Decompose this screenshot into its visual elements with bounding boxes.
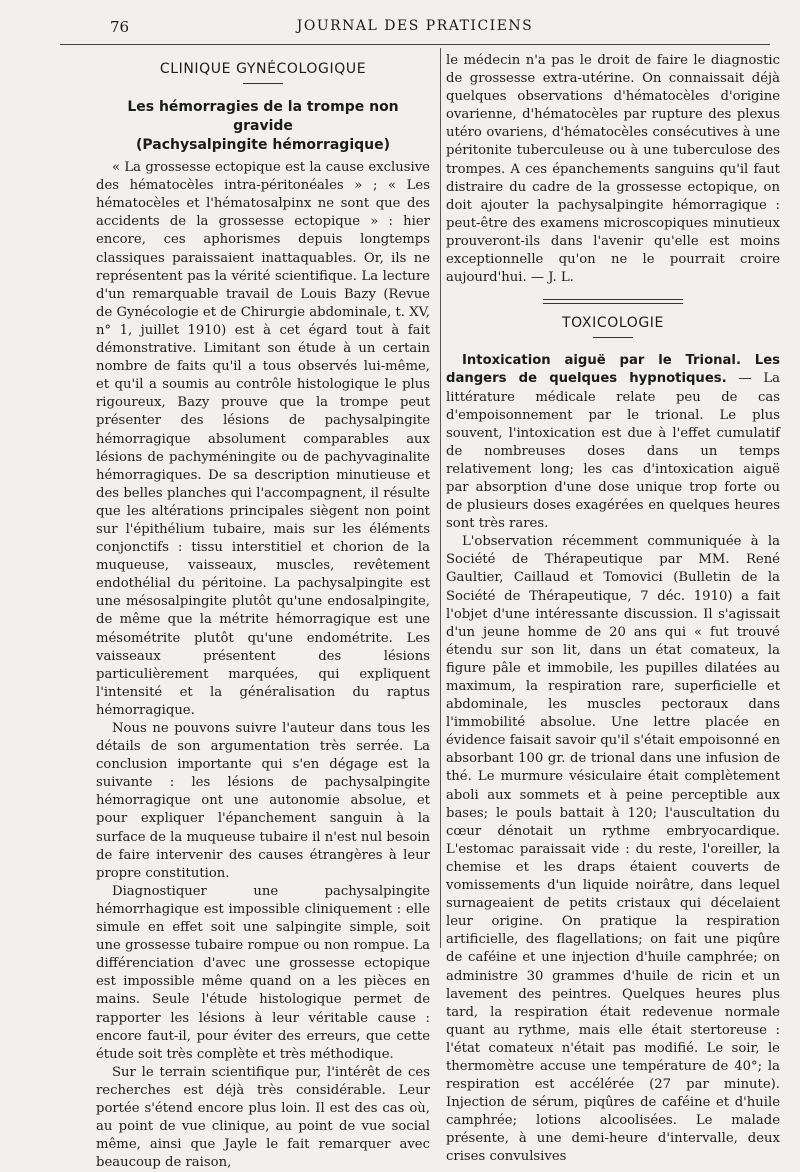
column-divider xyxy=(440,48,441,948)
paragraph-lead xyxy=(446,352,780,533)
paragraph: L'observation récemment communiquée à la Société de Thérapeutique par MM. René Gaultier, Caillaud et Tomovici (Bulletin de la Société de Thérapeutique, 7 déc. 1910) a fait l'objet d'une intéressante discussion. Il s'agissait d'un jeune homme de 20 ans qui « fut trouvé étendu sur son lit, dans un état comateux, la figure pâle et immobile, les pupilles dilatées au maximum, la respiration rare, superficielle et abdominale, les muscles pectoraux dans l'immobilité absolue. Une lettre placée en évidence faisait savoir qu'il s'était empoisonné en absorbant 100 gr. de trional dans une infusion de thé. Le murmure vésiculaire était complètement aboli aux sommets et à peine perceptible aux bases; le pouls battait à 120; l'auscultation du cœur dénotait un rythme embryocardique. L'estomac paraissait vide : du reste, l'oreiller, la chemise et les draps étaient couverts de vomissements d'un liquide noirâtre, dans lequel surnageaient de petits cristaux qui décelaient leur origine. On pratique la respiration artificielle, des flagellations; on fait une piqûre de caféine et une injection d'huile camphrée; on administre 30 grammes d'huile de ricin et un lavement des peintres. Quelques heures plus tard, la respiration était redevenue normale quant au rythme, mais elle était stertoreuse : l'état comateux n'était pas modifié. Le soir, le thermomètre accuse une température de 40°; la respiration est accélérée (27 par minute). Injection de sérum, piqûres de caféine et d'huile camphrée; lotions alcoolisées. Le malade présente, à une demi-heure d'intervalle, deux crises convulsives xyxy=(446,534,780,1165)
article-title-line1: Les hémorragies de la trompe non gravide xyxy=(127,99,399,135)
section-rule xyxy=(593,337,633,338)
paragraph: « La grossesse ectopique est la cause exclusive des hématocèles intra-péritonéales » ; « Les hématocèles et l'hématosalpinx ne sont que des accidents de la grossesse ectopique » : hier encore, ces aphorismes depuis longtemps classiques paraissaient inattaquables. Or, ils ne représentent pas la vérité scientifique. La lecture d'un remarquable travail de Louis Bazy (Revue de Gynécologie et de Chirurgie abdominale, t. XV, n° 1, juillet 1910) est à cet égard tout à fait démonstrative. Limitant son étude à un certain nombre de faits qu'il a tous observés lui-même, et qu'il a soumis au contrôle histologique le plus rigoureux, Bazy prouve que la trompe peut présenter des lésions de pachysalpingite hémorragique absolument comparables aux lésions de pachyméningite ou de pachyvaginalite hémorragiques. De sa description minutieuse et des belles planches qui l'accompagnent, il résulte que les altérations principales siègent non point sur l'épithélium tubaire, mais sur les éléments conjonctifs : tissu interstitiel et chorion de la muqueuse, vaisseaux, muscles, revêtement endothélial du péritoine. La pachysalpingite est une mésosalpingite plutôt qu'une endosalpingite, de même que la métrite hémorragique est une mésométrite plutôt qu'une endométrite. Les vaisseaux présentent des lésions particulièrement marquées, qui expliquent l'intensité et la généralisation du raptus hémorragique. xyxy=(96,160,430,718)
article-title xyxy=(96,98,430,155)
page-header xyxy=(60,14,770,45)
left-column xyxy=(96,56,430,1172)
article-title-line2: (Pachysalpingite hémorragique) xyxy=(136,137,390,154)
paragraph: Nous ne pouvons suivre l'auteur dans tous les détails de son argumentation très serrée. La conclusion importante qui s'en dégage est la suivante : les lésions de pachysalpingite hémorragique ont une autonomie absolue, et pour expliquer l'épanchement sanguin à la surface de la muqueuse tubaire il n'est nul besoin de faire intervenir des causes étrangères à leur propre constitution. xyxy=(96,721,430,881)
section-rule xyxy=(243,83,283,84)
article-lead-title: Intoxication aiguë par le Trional. Les dangers de quelques hypnotiques. xyxy=(446,353,780,387)
running-title: JOURNAL DES PRATICIENS xyxy=(296,18,534,34)
section-title-toxicologie: TOXICOLOGIE xyxy=(562,315,664,332)
page-number: 76 xyxy=(110,18,130,36)
section-title-clinique: CLINIQUE GYNÉCOLOGIQUE xyxy=(159,61,367,77)
right-column xyxy=(446,52,780,1167)
paragraph: Diagnostiquer une pachysalpingite hémorrhagique est impossible cliniquement : elle simule en effet soit une salpingite simple, soit une grossesse tubaire rompue ou non rompue. La différenciation d'avec une grossesse ectopique est impossible même quand on a les pièces en mains. Seule l'étude histologique permet de rapporter les lésions à leur véritable cause : encore faut-il, pour éviter des erreurs, que cette étude soit très complète et très méthodique. xyxy=(96,883,430,1062)
paragraph: le médecin n'a pas le droit de faire le diagnostic de grossesse extra-utérine. On connaissait déjà quelques observations d'hématocèles d'origine ovarienne, d'hématocèles par rupture des plexus utéro ovariens, d'hématocèles consécutives à une péritonite tuberculeuse ou à une tuberculose des trompes. A ces épanchements sanguins qu'il faut distraire du cadre de la grossesse ectopique, on doit ajouter la pachysalpingite hémorragique : peut-être des examens microscopiques minutieux prouveront-ils dans l'avenir qu'elle est moins exceptionnelle qu'on ne le pourrait croire aujourd'hui. — J. L. xyxy=(446,53,780,286)
paragraph: Sur le terrain scientifique pur, l'intérêt de ces recherches est déjà très considérable. Leur portée s'étend encore plus loin. Il est des cas où, au point de vue clinique, au point de vue social même, ainsi que Jayle le fait remarquer avec beaucoup de raison, xyxy=(96,1064,430,1171)
article-separator xyxy=(543,299,683,304)
paragraph-text: — La littérature médicale relate peu de cas d'empoisonnement par le trional. Le plus souvent, l'intoxication est due à l'effet cumulatif de nombreuses doses dans un temps relativement long; les cas d'intoxication aiguë par absorption d'une dose unique trop forte ou de plusieurs doses exagérées en quelques heures sont très rares. xyxy=(446,371,780,532)
